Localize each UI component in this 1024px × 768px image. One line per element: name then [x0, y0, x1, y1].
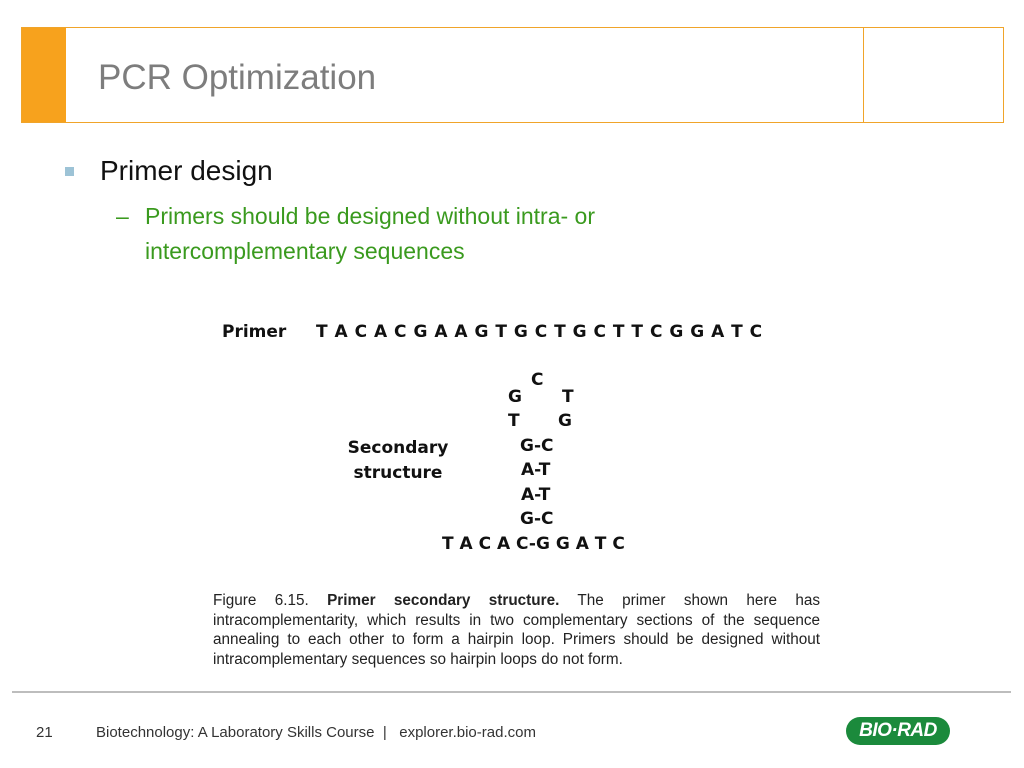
- figure-caption: [213, 591, 820, 669]
- title-divider: [863, 28, 864, 122]
- structure-label-line2: structure: [353, 463, 443, 483]
- bullet-text: Primer design: [100, 155, 273, 186]
- title-bar: [21, 27, 1004, 123]
- hairpin-loop-top: C: [531, 370, 544, 390]
- hairpin-base-sequence: T A C A C-G G A T C: [442, 534, 625, 554]
- primer-label: Primer: [222, 322, 287, 342]
- bio-rad-logo: BIO·RAD: [846, 717, 950, 745]
- page-number: 21: [36, 724, 53, 741]
- hairpin-stem-pair: A-T: [521, 460, 551, 480]
- dash-bullet-icon: –: [116, 203, 129, 229]
- hairpin-loop-right-1: T: [562, 387, 574, 407]
- secondary-structure-label: [336, 436, 460, 486]
- hairpin-stem-pair: A-T: [521, 485, 551, 505]
- sub-bullet-text: Primers should be designed without intra- or intercomplementary sequences: [145, 203, 596, 264]
- hairpin-stem-pair: G-C: [520, 436, 554, 456]
- square-bullet-icon: [65, 167, 74, 176]
- hairpin-loop-right-2: G: [558, 411, 572, 431]
- caption-body: The primer shown here has intracomplementarity, which results in two complementary sections of the sequence annealing to each other to form a hairpin loop. Primers should be designed without intracomplementary sequences so hairpin loops do not form.: [213, 592, 821, 668]
- slide-title: PCR Optimization: [98, 58, 377, 97]
- footer-divider: [12, 691, 1011, 693]
- hairpin-stem-pair: G-C: [520, 509, 554, 529]
- caption-prefix: Figure 6.15.: [213, 592, 309, 609]
- hairpin-loop-left-2: T: [508, 411, 520, 431]
- caption-bold: Primer secondary structure.: [327, 592, 560, 609]
- primer-sequence: T A C A C G A A G T G C T G C T T C G G A T C: [316, 322, 763, 342]
- hairpin-loop-left-1: G: [508, 387, 522, 407]
- structure-label-line1: Secondary: [347, 438, 449, 458]
- title-accent-block: [22, 28, 66, 122]
- footer-text: Biotechnology: A Laboratory Skills Course | explorer.bio-rad.com: [96, 724, 536, 741]
